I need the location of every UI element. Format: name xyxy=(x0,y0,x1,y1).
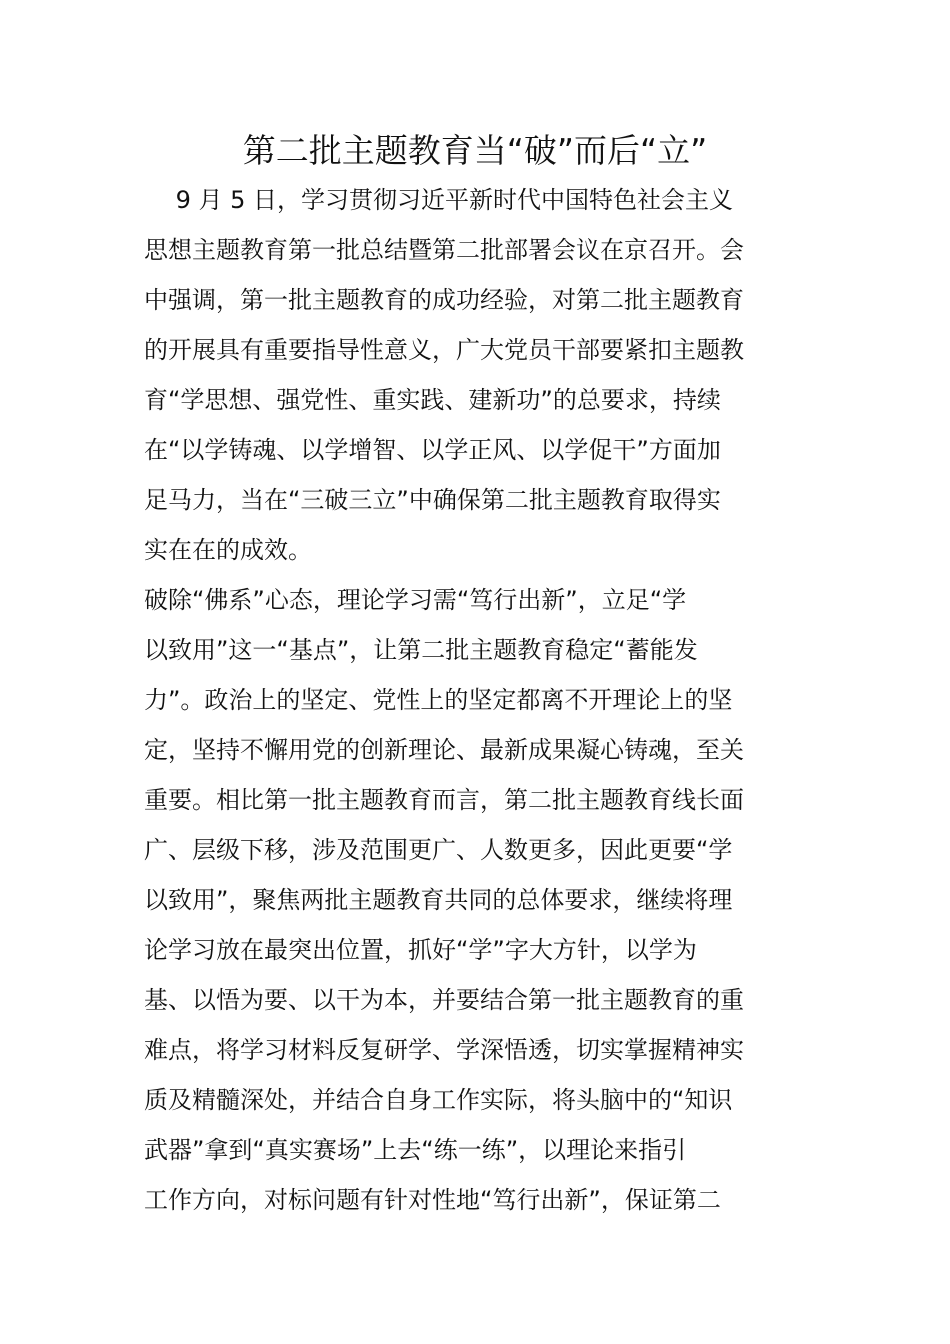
text-line: 以致用”，聚焦两批主题教育共同的总体要求，继续将理 xyxy=(144,886,733,914)
text-line: 破除“佛系”心态，理论学习需“笃行出新”，立足“学 xyxy=(144,586,687,614)
text-line: 的开展具有重要指导性意义，广大党员干部要紧扣主题教 xyxy=(144,336,744,364)
text-line: 中强调，第一批主题教育的成功经验，对第二批主题教育 xyxy=(144,286,744,314)
text-line: 思想主题教育第一批总结暨第二批部署会议在京召开。会 xyxy=(144,236,744,264)
text-line: 足马力，当在“三破三立”中确保第二批主题教育取得实 xyxy=(144,486,721,514)
text-line: 在“以学铸魂、以学增智、以学正风、以学促干”方面加 xyxy=(144,436,721,464)
document-body xyxy=(144,175,824,1225)
text-line: 定，坚持不懈用党的创新理论、最新成果凝心铸魂，至关 xyxy=(144,736,744,764)
paragraph-2 xyxy=(144,575,824,1225)
text-line: 论学习放在最突出位置，抓好“学”字大方针，以学为 xyxy=(144,936,697,964)
text-line: 以致用”这一“基点”，让第二批主题教育稳定“蓄能发 xyxy=(144,636,698,664)
paragraph-1 xyxy=(144,175,824,575)
text-line: 工作方向，对标问题有针对性地“笃行出新”，保证第二 xyxy=(144,1186,721,1214)
text-line: 广、层级下移，涉及范围更广、人数更多，因此更要“学 xyxy=(144,836,733,864)
text-line: 重要。相比第一批主题教育而言，第二批主题教育线长面 xyxy=(144,786,744,814)
text-line: 质及精髓深处，并结合自身工作实际，将头脑中的“知识 xyxy=(144,1086,733,1114)
text-line: 实在在的成效。 xyxy=(144,536,312,564)
text-line: 武器”拿到“真实赛场”上去“练一练”，以理论来指引 xyxy=(144,1136,687,1164)
text-line: 力”。政治上的坚定、党性上的坚定都离不开理论上的坚 xyxy=(144,686,733,714)
text-line: 难点，将学习材料反复研学、学深悟透，切实掌握精神实 xyxy=(144,1036,744,1064)
document-title: 第二批主题教育当“破”而后“立” xyxy=(242,131,708,170)
text-line: 育“学思想、强党性、重实践、建新功”的总要求，持续 xyxy=(144,386,721,414)
text-line: 基、以悟为要、以干为本，并要结合第一批主题教育的重 xyxy=(144,986,744,1014)
text-line: 9 月 5 日，学习贯彻习近平新时代中国特色社会主义 xyxy=(144,186,734,214)
